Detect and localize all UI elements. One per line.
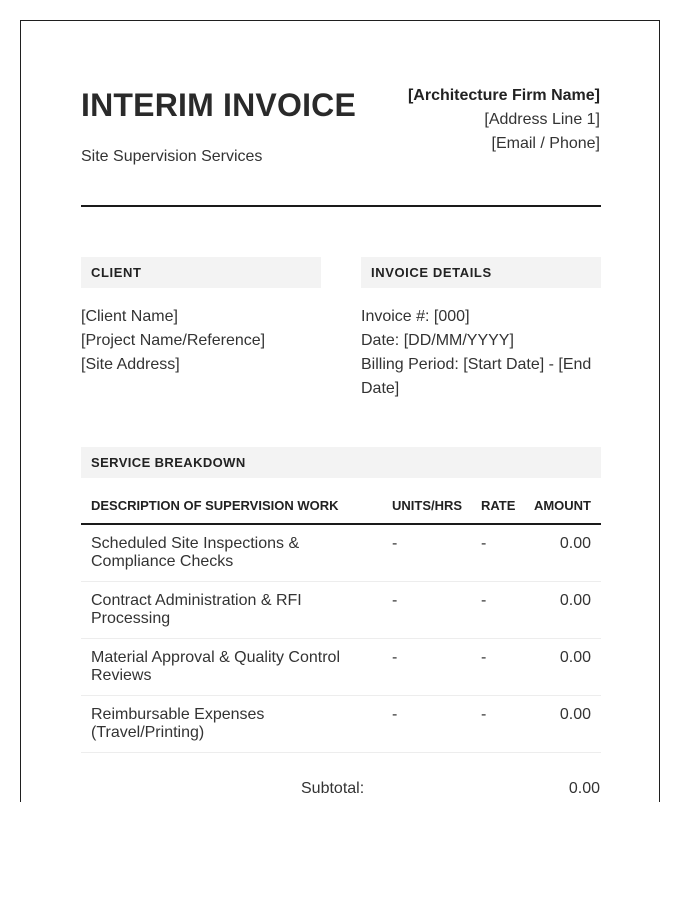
project-name: [Project Name/Reference] — [81, 332, 266, 349]
client-heading: CLIENT — [81, 257, 321, 288]
row-rate: - — [481, 706, 487, 723]
row-units: - — [392, 592, 398, 609]
invoice-sheet — [20, 20, 660, 802]
firm-block — [408, 84, 600, 156]
table-row — [81, 639, 601, 696]
col-units: UNITS/HRS — [392, 498, 463, 513]
col-amount: AMOUNT — [533, 498, 591, 513]
row-description: Material Approval & Quality Control Reviews — [91, 649, 340, 684]
firm-contact: [Email / Phone] — [491, 135, 600, 152]
col-rate: RATE — [481, 498, 516, 513]
invoice-number: Invoice #: [000] — [361, 308, 470, 325]
invoice-subtitle: Site Supervision Services — [81, 148, 263, 165]
invoice-title: INTERIM INVOICE — [81, 87, 357, 123]
firm-address: [Address Line 1] — [484, 111, 600, 128]
firm-name: [Architecture Firm Name] — [407, 87, 600, 104]
table-header — [81, 487, 601, 525]
invoice-date: Date: [DD/MM/YYYY] — [361, 332, 514, 349]
row-amount: 0.00 — [559, 706, 591, 723]
service-table — [81, 487, 601, 753]
client-name: [Client Name] — [81, 308, 178, 325]
invoice-details-info — [361, 305, 601, 401]
row-units: - — [392, 649, 398, 666]
billing-period: Billing Period: [Start Date] - [End Date] — [361, 356, 592, 397]
subtotal-value: 0.00 — [568, 780, 600, 797]
col-description: DESCRIPTION OF SUPERVISION WORK — [91, 498, 339, 513]
row-rate: - — [481, 535, 487, 552]
row-units: - — [392, 706, 398, 723]
row-description: Reimbursable Expenses (Travel/Printing) — [91, 706, 265, 741]
row-rate: - — [481, 649, 487, 666]
row-rate: - — [481, 592, 487, 609]
service-breakdown-heading: SERVICE BREAKDOWN — [81, 447, 601, 478]
row-units: - — [392, 535, 398, 552]
table-row — [81, 582, 601, 639]
invoice-details-heading: INVOICE DETAILS — [361, 257, 601, 288]
row-amount: 0.00 — [559, 592, 591, 609]
site-address: [Site Address] — [81, 356, 180, 373]
row-description: Scheduled Site Inspections & Compliance Checks — [91, 535, 300, 570]
table-row — [81, 696, 601, 753]
client-info — [81, 305, 321, 377]
row-description: Contract Administration & RFI Processing — [91, 592, 302, 627]
subtotal-label: Subtotal: — [301, 780, 365, 797]
table-row — [81, 525, 601, 582]
row-amount: 0.00 — [559, 649, 591, 666]
header-divider — [81, 205, 601, 207]
row-amount: 0.00 — [559, 535, 591, 552]
